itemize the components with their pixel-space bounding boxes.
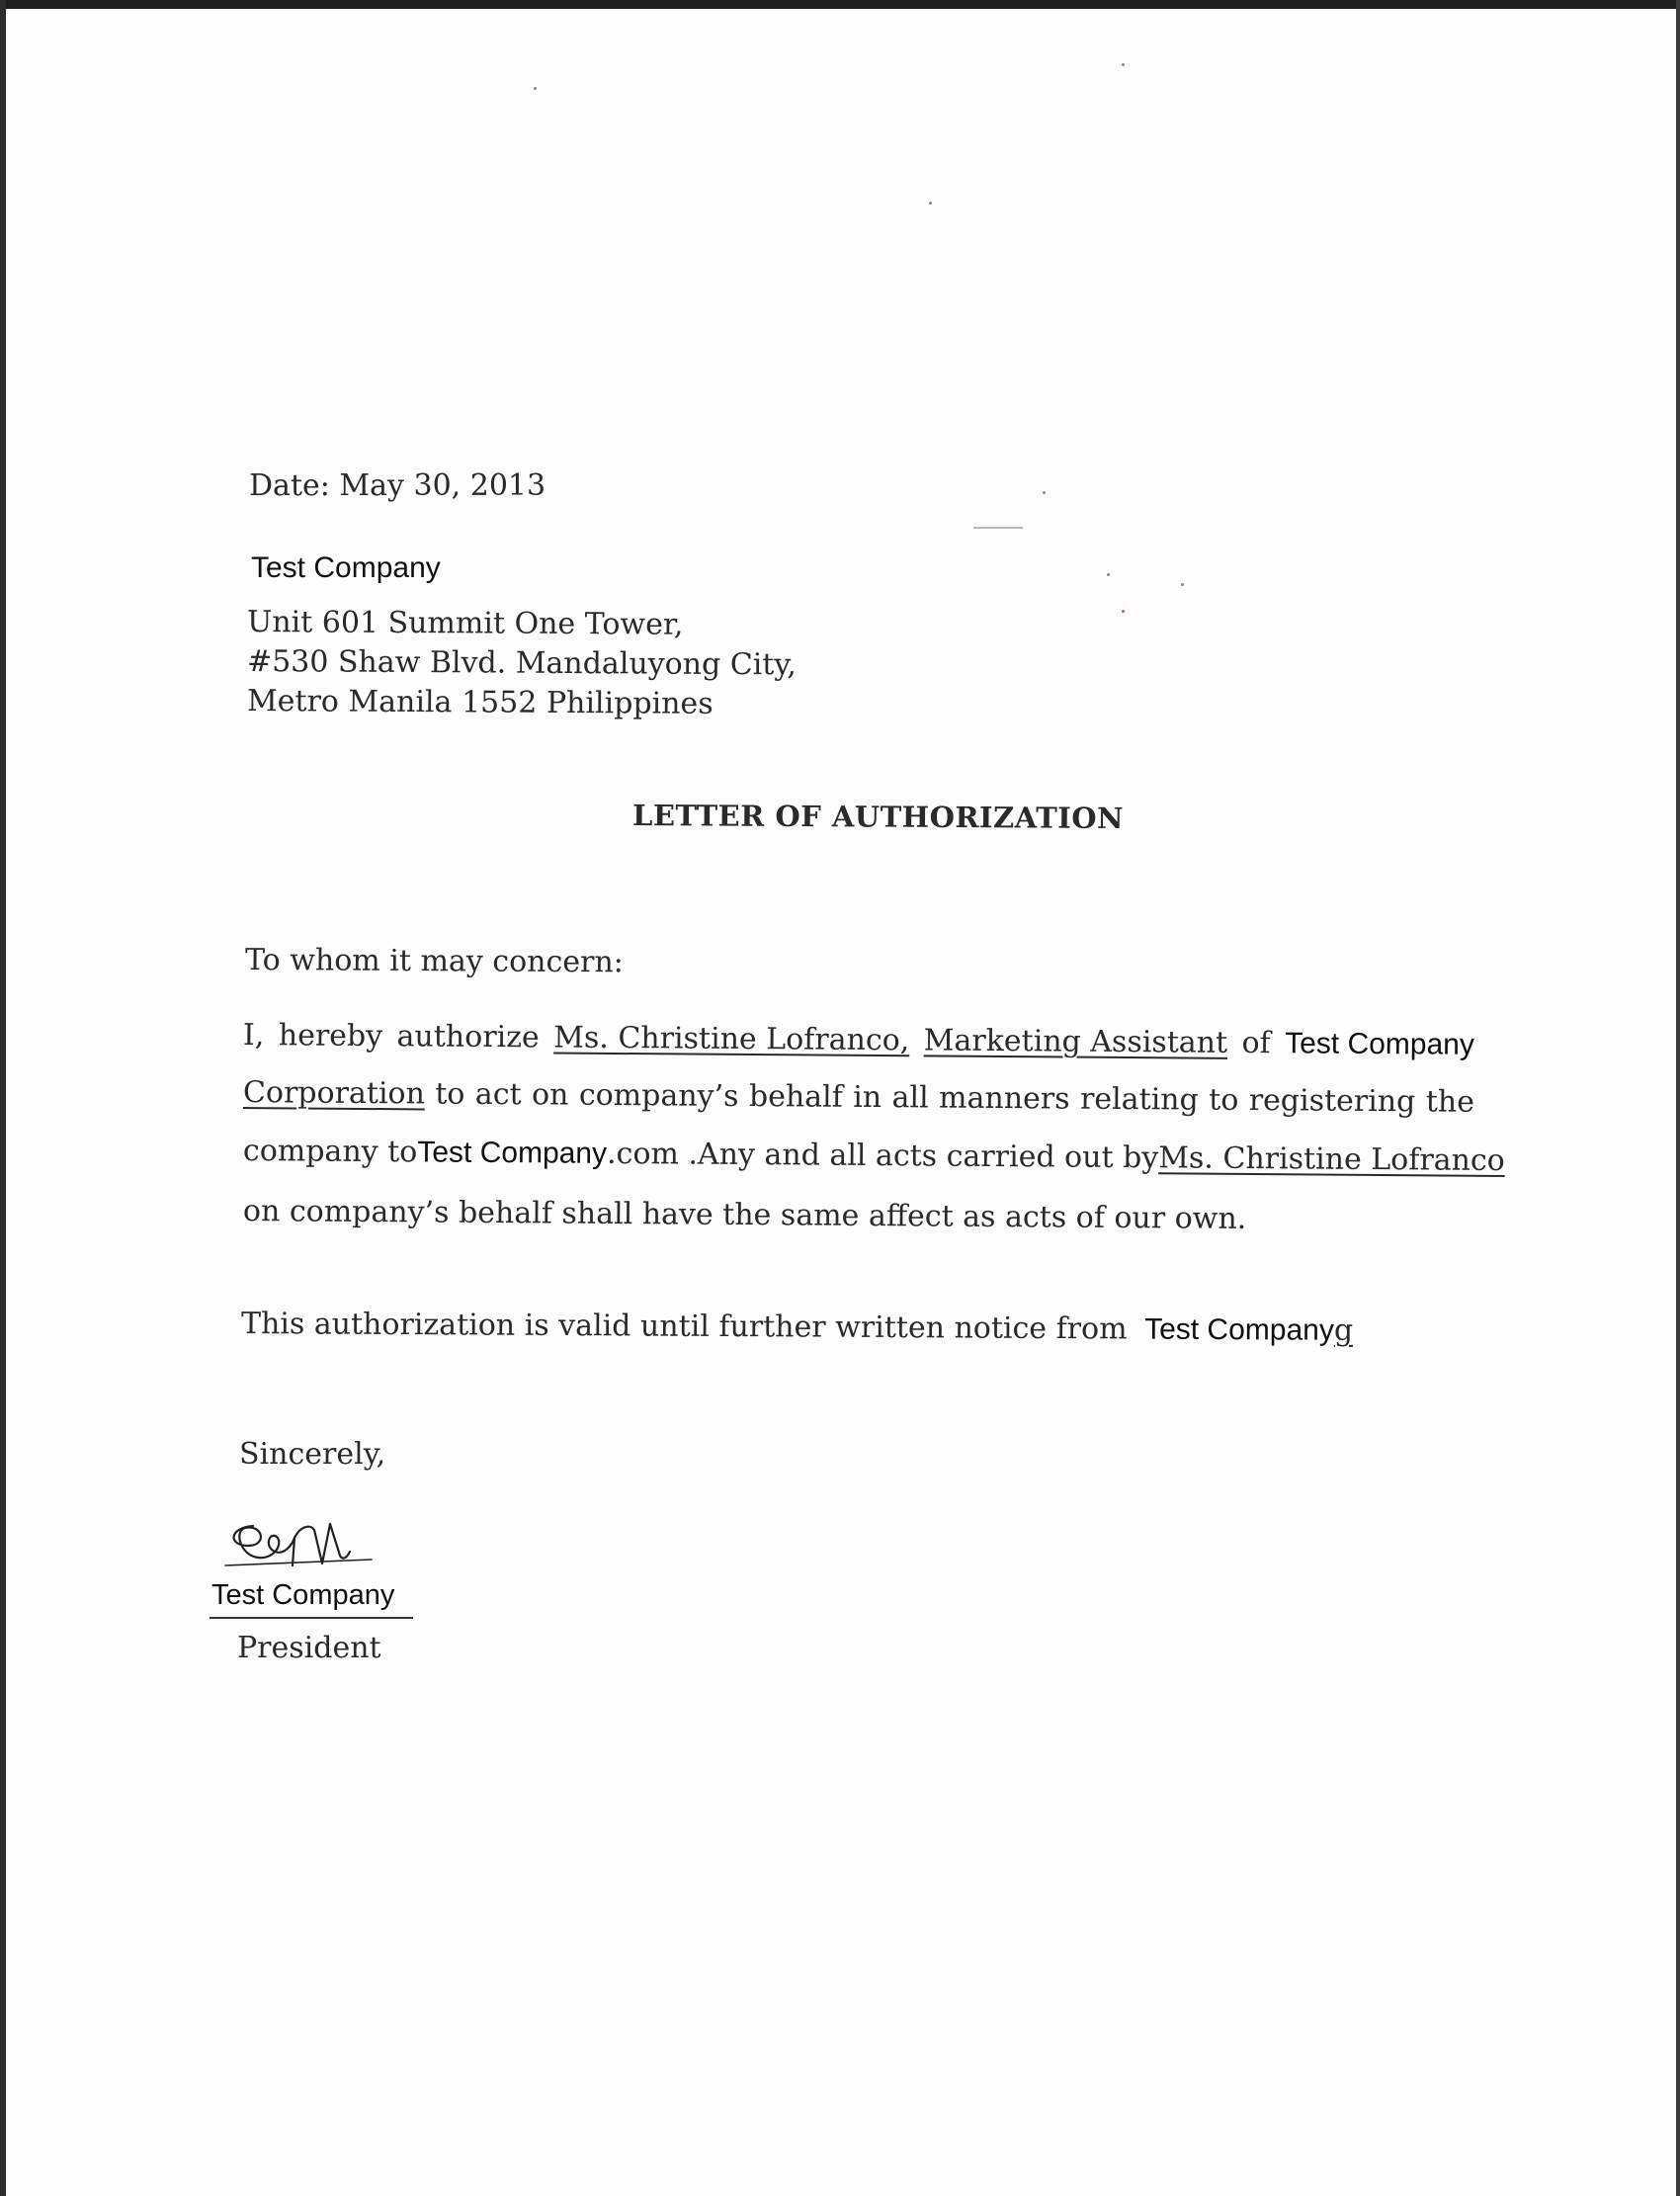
body-text: company to [242, 1134, 418, 1170]
body-line: on company’s behalf shall have the same affect as acts of our own. [242, 1194, 1247, 1236]
scan-speck [973, 527, 1023, 529]
validity-line [241, 1307, 1353, 1348]
body-word: all [891, 1080, 929, 1116]
body-text: Any and all acts carried out by [697, 1137, 1159, 1176]
address-line: Metro Manila 1552 Philippines [246, 684, 714, 721]
scan-edge-top [0, 0, 1680, 9]
scan-speck [1181, 583, 1184, 586]
authorized-person-name: Ms. Christine Lofranco, [553, 1020, 910, 1058]
body-word: to [435, 1076, 465, 1112]
body-word: in [853, 1079, 882, 1116]
website-suffix: .com . [606, 1136, 699, 1172]
body-word: the [1425, 1084, 1475, 1120]
recipient-company: Test Company [251, 551, 441, 584]
signer-title: President [237, 1631, 381, 1665]
scan-speck [1122, 610, 1125, 613]
authorized-person-name: Ms. Christine Lofranco [1158, 1140, 1505, 1179]
salutation: To whom it may concern: [244, 943, 624, 980]
body-line [243, 1018, 1474, 1062]
company-name-inline: Test Company [1285, 1027, 1475, 1061]
body-word: to [1209, 1082, 1239, 1118]
letter-date: Date: May 30, 2013 [249, 468, 546, 503]
scan-speck [1043, 491, 1046, 494]
body-word: company’s [578, 1077, 739, 1114]
scan-speck [929, 202, 932, 205]
website-name: Test Company [417, 1136, 608, 1170]
scan-speck [1107, 573, 1110, 576]
address-line: #530 Shaw Blvd. Mandaluyong City, [246, 644, 797, 683]
body-word: act [474, 1076, 522, 1113]
validity-text: This authorization is valid until further written notice from [240, 1307, 1128, 1347]
body-word: manners [938, 1080, 1070, 1117]
body-word: relating [1079, 1081, 1199, 1118]
scan-edge-right [1676, 0, 1680, 2196]
body-word: of [1241, 1025, 1271, 1061]
address-line: Unit 601 Summit One Tower, [246, 605, 684, 642]
authorized-person-role: Marketing Assistant [923, 1023, 1228, 1060]
scan-speck [534, 87, 537, 90]
body-word: registering [1248, 1082, 1416, 1120]
company-name-inline: Test Company [1144, 1312, 1334, 1347]
signature-image [223, 1516, 421, 1585]
signature-line [210, 1617, 413, 1619]
scan-edge-left [0, 0, 6, 2196]
body-line [243, 1075, 1474, 1120]
letter-title: LETTER OF AUTHORIZATION [631, 799, 1125, 836]
body-word: behalf [748, 1079, 843, 1115]
body-word: hereby [278, 1018, 383, 1055]
body-word: on [531, 1077, 569, 1113]
body-line [242, 1134, 1505, 1179]
scan-speck [1122, 63, 1125, 66]
body-word: authorize [396, 1019, 540, 1056]
company-corporation: Corporation [242, 1075, 426, 1112]
signer-name: Test Company [211, 1579, 395, 1611]
closing: Sincerely, [239, 1437, 386, 1472]
validity-tail: g [1333, 1312, 1354, 1348]
body-word: I, [242, 1018, 265, 1054]
